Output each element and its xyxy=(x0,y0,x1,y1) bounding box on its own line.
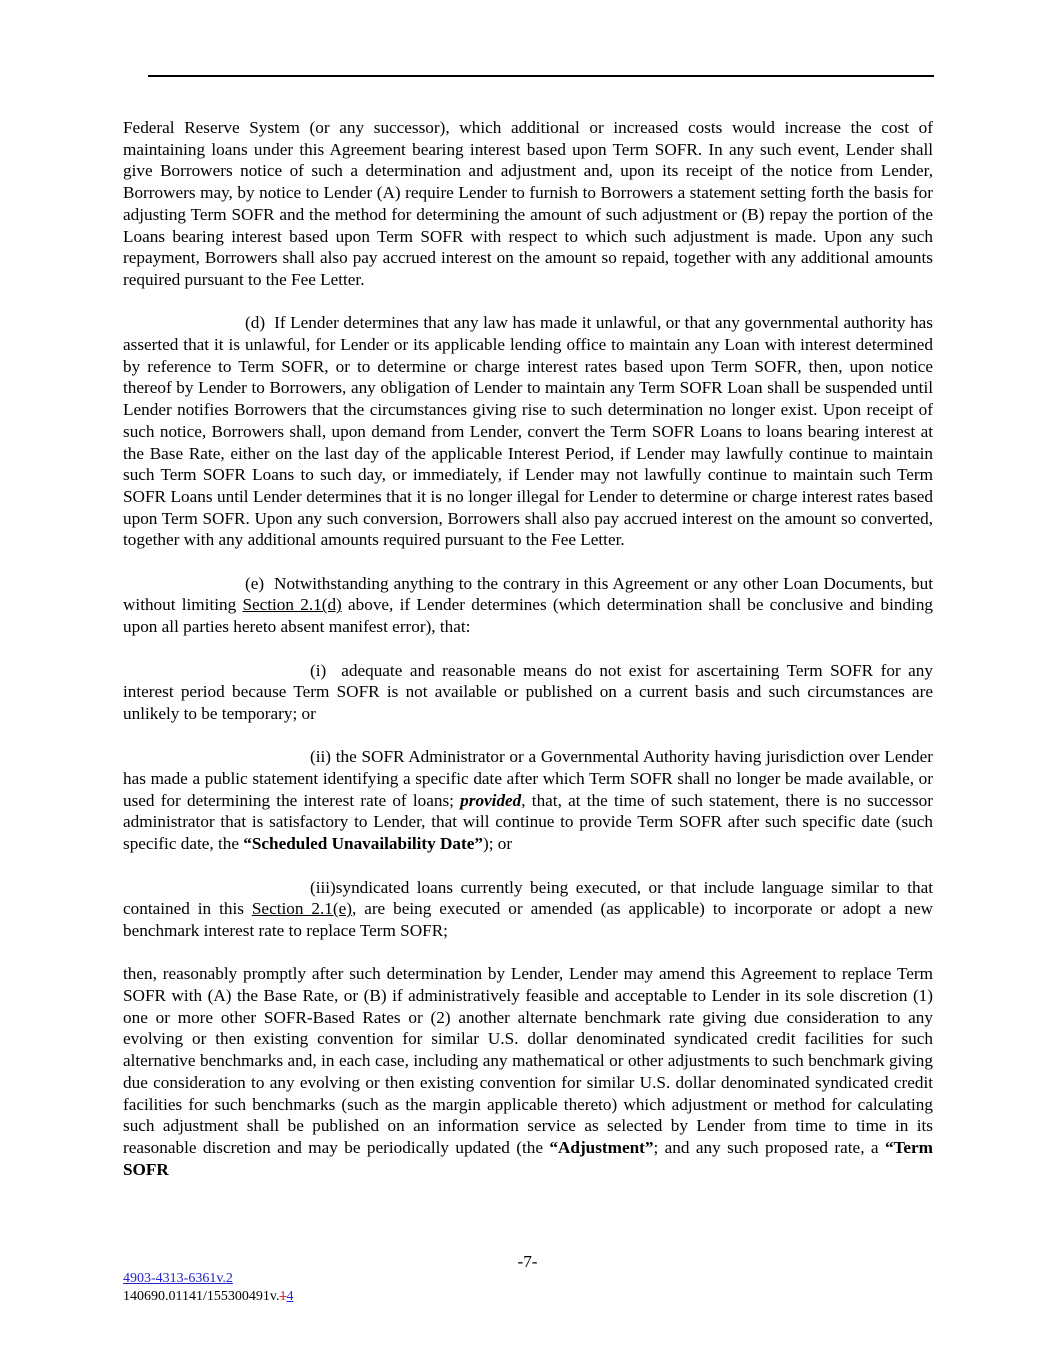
doc-id-line2-inserted-version: 4 xyxy=(286,1289,294,1304)
provided-term: provided xyxy=(460,790,522,810)
clause-ii-run1: the SOFR Administrator or a Governmental Authority having jurisdiction over Lender has made a public statement identifying a specific date after which Term SOFR shall no longer be made available, or used for determining the interest rate of loans; xyxy=(123,747,933,810)
paragraph-e-text-after: above, if Lender determines (which determination shall be conclusive and binding upon all parties hereto absent manifest error), that: xyxy=(123,595,934,637)
doc-id-line2-deleted-version: 1 xyxy=(279,1289,287,1304)
adjustment-term: “Adjustment” xyxy=(549,1137,654,1157)
footer-line-2 xyxy=(123,1288,293,1306)
header-rule xyxy=(148,75,934,77)
clause-ii-run2: , that, at the time of such statement, there is no successor administrator that is satisfactory to Lender, that will continue to provide Term SOFR after such specific date (such specific date, the xyxy=(123,790,933,854)
clause-i-label: (i) xyxy=(310,660,342,680)
term-sofr-term: “Term SOFR xyxy=(123,1137,933,1179)
footer-doc-ids xyxy=(123,1270,293,1306)
page-number: -7- xyxy=(517,1252,538,1271)
clause-iii-run2: , are being executed or amended (as applicable) to incorporate or adopt a new benchmark interest rate to replace Term SOFR; xyxy=(123,899,933,940)
clause-iii-label: (iii) xyxy=(310,877,336,897)
document-body xyxy=(123,117,933,1180)
paragraph-then-run2: ; and any such proposed rate, a xyxy=(653,1137,885,1157)
scheduled-unavailability-date-term: “Scheduled Unavailability Date” xyxy=(243,834,483,854)
section-reference-2-1-e: Section 2.1(e) xyxy=(251,899,352,919)
paragraph-then xyxy=(123,963,933,1180)
paragraph-continuation: Federal Reserve System (or any successor), which additional or increased costs would increase the cost of maintaining loans under this Agreement bearing interest based upon Term SOFR. In any such event, Lender shall give Borrowers notice of such a determination and adjustment and, upon its receipt of the notice from Lender, Borrowers may, by notice to Lender (A) require Lender to furnish to Borrowers a statement setting forth the basis for adjusting Term SOFR and the method for determining the amount of such adjustment or (B) repay the portion of the Loans bearing interest based upon Term SOFR with respect to which such adjustment is made. Upon any such repayment, Borrowers shall also pay accrued interest on the amount so repaid, together with any additional amounts required pursuant to the Fee Letter. xyxy=(123,118,933,289)
clause-iii xyxy=(123,877,933,942)
paragraph-d-text: If Lender determines that any law has made it unlawful, or that any governmental authority has asserted that it is unlawful, for Lender or its applicable lending office to maintain any Loan with interest determined by reference to Term SOFR, or to determine or charge interest rates based upon Term SOFR, then, upon notice thereof by Lender to Borrowers, any obligation of Lender to maintain any Term SOFR Loan shall be suspended until Lender notifies Borrowers that the circumstances giving rise to such determination no longer exist. Upon receipt of such notice, Borrowers shall, upon demand from Lender, convert the Term SOFR Loans to loans bearing interest at the Base Rate, either on the last day of the applicable Interest Period, if Lender may lawfully continue to maintain such Term SOFR Loans to such day, or immediately, if Lender may not lawfully continue to maintain such Term SOFR Loans until Lender determines that it is no longer illegal for Lender to determine or charge interest rates based upon Term SOFR. Upon any such conversion, Borrowers shall also pay accrued interest on the amount so converted, together with any additional amounts required pursuant to the Fee Letter. xyxy=(123,313,933,550)
clause-ii xyxy=(123,746,933,855)
section-reference-2-1-d: Section 2.1(d) xyxy=(242,595,342,615)
paragraph-e-text-before: Notwithstanding anything to the contrary in this Agreement or any other Loan Documents, but without limiting xyxy=(123,573,933,615)
clause-ii-run3: ); or xyxy=(482,834,513,854)
footer-line-1 xyxy=(123,1270,293,1288)
clause-i-text: adequate and reasonable means do not exist for ascertaining Term SOFR for any interest period because Term SOFR is not available or published on a current basis and such circumstances are unlikely to be temporary; or xyxy=(123,660,933,723)
clause-iii-run1: syndicated loans currently being executed, or that include language similar to that contained in this xyxy=(123,877,933,919)
doc-id-line2-prefix: 140690.01141/155300491v. xyxy=(123,1289,280,1304)
paragraph-e xyxy=(123,573,933,638)
paragraph-d-label: (d) xyxy=(245,313,275,333)
paragraph-d xyxy=(123,312,933,551)
clause-i xyxy=(123,660,933,725)
paragraph-then-run1: then, reasonably promptly after such determination by Lender, Lender may amend this Agreement to replace Term SOFR with (A) the Base Rate, or (B) if administratively feasible and acceptable to Lender in its sole discretion (1) one or more other SOFR-Based Rates or (2) another alternate benchmark rate giving due consideration to any evolving or then existing convention for similar U.S. dollar denominated syndicated credit facilities for such alternative benchmarks and, in each case, including any mathematical or other adjustments to such benchmark giving due consideration to any evolving or then existing convention for similar U.S. dollar denominated syndicated credit facilities for such benchmarks (such as the margin applicable thereto) which adjustment or method for calculating such adjustment shall be published on an information service as selected by Lender from time to time in its reasonable discretion and may be periodically updated (the xyxy=(123,964,933,1157)
paragraph-e-label: (e) xyxy=(245,573,275,593)
clause-ii-label: (ii) xyxy=(310,747,336,767)
doc-id-line1: 4903-4313-6361v.2 xyxy=(123,1271,233,1286)
